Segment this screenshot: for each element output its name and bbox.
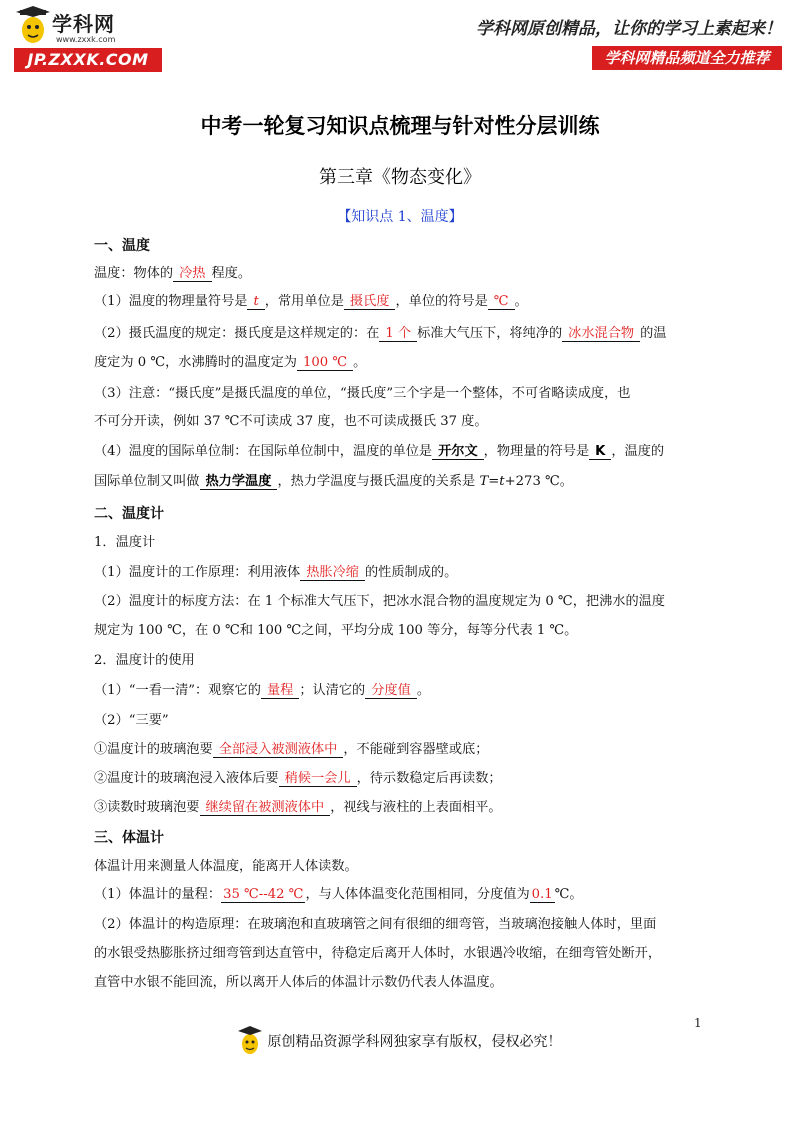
logo-banner: JP.ZXXK.COM xyxy=(14,48,162,72)
section-heading-thermometer: 二、温度计 xyxy=(94,506,164,522)
blank-answer: 分度值 xyxy=(365,683,417,699)
paragraph-note-cont: 不可分开读，例如 37 ℃不可读成 37 度，也不可读成摄氏 37 度。 xyxy=(94,414,488,429)
logo-url: www.zxxk.com xyxy=(56,35,116,44)
text: （1）体温计的量程： xyxy=(94,887,222,902)
text: 程度。 xyxy=(211,266,252,281)
mascot-icon xyxy=(238,1026,262,1056)
paragraph-celsius-rule-cont xyxy=(94,353,366,373)
blank-answer: 热胀冷缩 xyxy=(300,565,365,581)
blank-answer: 35 ℃--42 ℃ xyxy=(223,887,304,902)
blank-answer: 量程 xyxy=(261,683,299,699)
footer xyxy=(0,1026,800,1056)
paragraph-note: （3）注意：“摄氏度”是摄氏温度的单位，“摄氏度”三个字是一个整体，不可省略读成度，也 xyxy=(94,386,631,401)
paragraph-scale: （2）温度计的标度方法：在 1 个标准大气压下，把冰水混合物的温度规定为 0 ℃，把沸水的温度 xyxy=(94,594,665,609)
text: 的温 xyxy=(640,326,667,341)
paragraph-intro: 体温计用来测量人体温度，能离开人体读数。 xyxy=(94,859,358,874)
text: ，物理量的符号是 xyxy=(483,444,590,459)
mascot-icon xyxy=(16,6,50,46)
text: ①温度计的玻璃泡要 xyxy=(94,742,213,757)
paragraph-structure-cont: 直管中水银不能回流，所以离开人体后的体温计示数仍代表人体温度。 xyxy=(94,975,503,990)
text: ，不能碰到容器壁或底； xyxy=(343,742,489,757)
section-heading-temperature: 一、温度 xyxy=(94,238,150,254)
paragraph-structure-cont: 的水银受热膨胀挤过细弯管到达直管中，待稳定后离开人体时，水银遇冷收缩，在细弯管处断开， xyxy=(94,946,662,961)
paragraph-definition xyxy=(94,264,251,284)
list-item xyxy=(94,740,488,760)
section-heading-clinical-thermometer: 三、体温计 xyxy=(94,830,164,846)
text: +273 ℃。 xyxy=(504,474,573,489)
text: （4）温度的国际单位制：在国际单位制中，温度的单位是 xyxy=(94,444,433,459)
page-number: 1 xyxy=(694,1016,702,1030)
text: ℃。 xyxy=(554,887,583,902)
text: ，与人体体温变化范围相同，分度值为 xyxy=(305,887,530,902)
document-title: 中考一轮复习知识点梳理与针对性分层训练 xyxy=(200,114,600,138)
paragraph-symbol xyxy=(94,292,528,312)
text: ，待示数稳定后再读数； xyxy=(356,771,502,786)
text: （2）摄氏温度的规定：摄氏度是这样规定的：在 xyxy=(94,326,380,341)
header-slogan: 学科网原创精品，让你的学习上素起来！ xyxy=(476,19,782,39)
text: （1）温度的物理量符号是 xyxy=(94,294,248,309)
text: 标准大气压下，将纯净的 xyxy=(417,326,563,341)
paragraph-principle xyxy=(94,563,457,583)
blank-answer: 100 ℃ xyxy=(297,355,353,371)
paragraph-structure: （2）体温计的构造原理：在玻璃泡和直玻璃管之间有很细的细弯管，当玻璃泡接触人体时，里面 xyxy=(94,917,657,932)
blank-answer: 开尔文 xyxy=(432,444,484,460)
text: 。 xyxy=(514,294,528,309)
formula: T=t xyxy=(479,474,505,489)
blank-answer: 全部浸入被测液体中 xyxy=(213,742,344,758)
text: ，温度的 xyxy=(611,444,665,459)
blank-answer: 继续留在被测液体中 xyxy=(200,800,331,816)
text: （1）“一看一清”：观察它的 xyxy=(94,683,261,698)
blank-answer: K xyxy=(589,444,611,460)
blank-answer: 稍候一会儿 xyxy=(279,771,357,787)
text: （1）温度计的工作原理：利用液体 xyxy=(94,565,301,580)
paragraph-scale-cont: 规定为 100 ℃，在 0 ℃和 100 ℃之间，平均分成 100 等分，每等分代表 1 ℃。 xyxy=(94,623,578,638)
list-item xyxy=(94,769,502,789)
list-item xyxy=(94,798,502,818)
header-tagline: 学科网精品频道全力推荐 xyxy=(592,46,782,70)
chapter-title: 第三章《物态变化》 xyxy=(319,167,481,188)
blank-answer: 摄氏度 xyxy=(344,294,396,310)
subheading-usage: 2．温度计的使用 xyxy=(94,653,195,668)
blank-answer: 冷热 xyxy=(173,266,211,282)
blank-answer: 冰水混合物 xyxy=(562,326,640,342)
paragraph-range xyxy=(94,885,583,905)
blank-answer: 1 个 xyxy=(379,326,417,342)
blank-answer: t xyxy=(247,294,264,310)
blank-answer: 热力学温度 xyxy=(200,474,278,490)
text: 度定为 0 ℃，水沸腾时的温度定为 xyxy=(94,355,297,370)
logo-chinese-name: 学科网 xyxy=(52,12,115,36)
text: ③读数时玻璃泡要 xyxy=(94,800,200,815)
paragraph-si-unit-cont xyxy=(94,472,573,492)
text: ②温度计的玻璃泡浸入液体后要 xyxy=(94,771,279,786)
subheading-thermometer: 1．温度计 xyxy=(94,535,156,550)
paragraph-look xyxy=(94,681,430,701)
text: 。 xyxy=(353,355,367,370)
paragraph-si-unit xyxy=(94,442,664,462)
text: ，单位的符号是 xyxy=(395,294,488,309)
text: 国际单位制又叫做 xyxy=(94,474,200,489)
copyright-notice: 原创精品资源学科网独家享有版权，侵权必究！ xyxy=(267,1034,562,1050)
text: ，热力学温度与摄氏温度的关系是 xyxy=(277,474,480,489)
paragraph-three-musts: （2）“三要” xyxy=(94,713,169,728)
knowledge-point-title: 【知识点 1、温度】 xyxy=(337,209,463,225)
text: ，常用单位是 xyxy=(264,294,344,309)
text: 的性质制成的。 xyxy=(364,565,458,580)
text: 温度：物体的 xyxy=(94,266,174,281)
paragraph-celsius-rule xyxy=(94,324,666,344)
blank-answer: ℃ xyxy=(488,294,515,310)
text: 。 xyxy=(416,683,430,698)
text: ，视线与液柱的上表面相平。 xyxy=(330,800,502,815)
blank-answer: 0.1 xyxy=(531,887,553,902)
zxxk-logo[interactable] xyxy=(12,6,162,72)
text: ；认清它的 xyxy=(299,683,366,698)
